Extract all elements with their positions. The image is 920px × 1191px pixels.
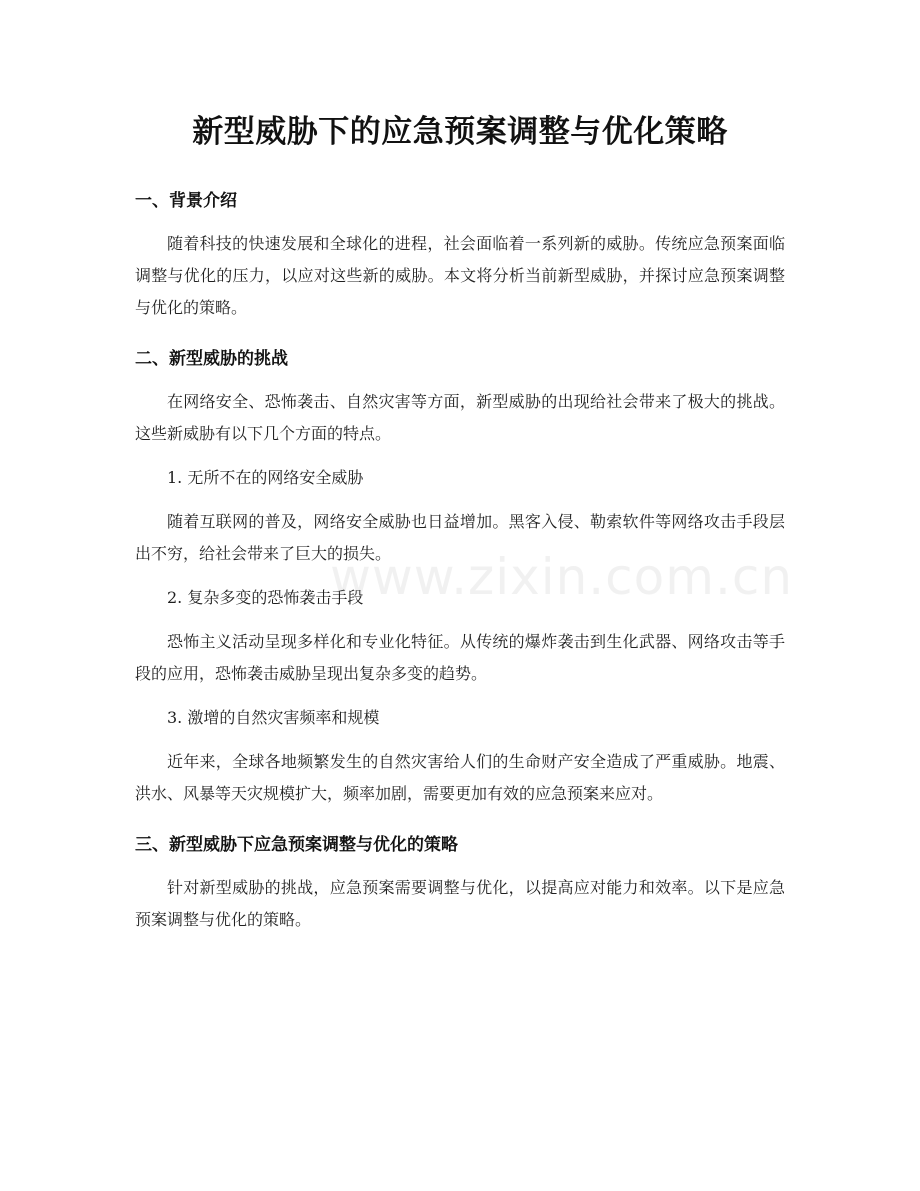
challenge-item-body-terrorism: 恐怖主义活动呈现多样化和专业化特征。从传统的爆炸袭击到生化武器、网络攻击等手段的应用，恐怖袭击威胁呈现出复杂多变的趋势。 [135,632,785,683]
section-heading-challenges: 二、新型威胁的挑战 [135,349,288,369]
challenge-item-body-network: 随着互联网的普及，网络安全威胁也日益增加。黑客入侵、勒索软件等网络攻击手段层出不穷，给社会带来了巨大的损失。 [135,512,785,563]
challenge-item-title-terrorism: 2. 复杂多变的恐怖袭击手段 [167,588,364,607]
watermark-text: www.zixin.com.cn [330,548,794,606]
section-heading-background: 一、背景介绍 [135,191,237,211]
challenge-item-title-network: 1. 无所不在的网络安全威胁 [167,468,364,487]
section-heading-strategies: 三、新型威胁下应急预案调整与优化的策略 [135,835,458,855]
section-background-paragraph: 随着科技的快速发展和全球化的进程，社会面临着一系列新的威胁。传统应急预案面临调整与优化的压力，以应对这些新的威胁。本文将分析当前新型威胁，并探讨应急预案调整与优化的策略。 [135,234,785,317]
section-strategies-paragraph: 针对新型威胁的挑战，应急预案需要调整与优化，以提高应对能力和效率。以下是应急预案调整与优化的策略。 [135,878,785,929]
challenge-item-body-disaster: 近年来，全球各地频繁发生的自然灾害给人们的生命财产安全造成了严重威胁。地震、洪水、风暴等天灾规模扩大，频率加剧，需要更加有效的应急预案来应对。 [135,752,785,803]
document-title: 新型威胁下的应急预案调整与优化策略 [192,114,728,150]
section-challenges-intro: 在网络安全、恐怖袭击、自然灾害等方面，新型威胁的出现给社会带来了极大的挑战。这些新威胁有以下几个方面的特点。 [135,392,785,443]
challenge-item-title-disaster: 3. 激增的自然灾害频率和规模 [167,708,380,727]
